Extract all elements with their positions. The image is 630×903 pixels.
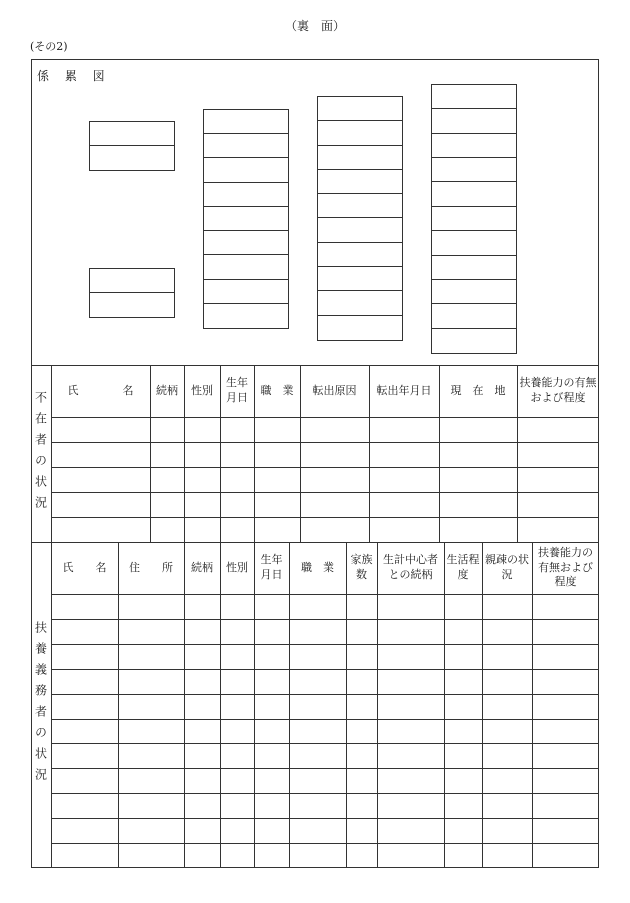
support-entry-cell[interactable] xyxy=(220,669,254,694)
absent-entry-cell[interactable] xyxy=(184,517,220,542)
support-header-cell: 性別 xyxy=(226,560,248,574)
absent-header-cell: 扶養能力の有無および程度 xyxy=(519,376,597,404)
support-entry-cell[interactable] xyxy=(220,644,254,669)
support-entry-cell[interactable] xyxy=(444,669,482,694)
absent-header-cell: 職 業 xyxy=(260,383,294,397)
family-box-row xyxy=(318,218,402,242)
support-entry-cell[interactable] xyxy=(289,719,346,744)
support-entry-cell[interactable] xyxy=(346,669,377,694)
support-entry-cell[interactable] xyxy=(51,793,118,818)
absent-entry-cell[interactable] xyxy=(517,517,599,542)
absent-entry-cell[interactable] xyxy=(300,417,369,442)
absent-entry-cell[interactable] xyxy=(517,442,599,467)
support-entry-cell[interactable] xyxy=(377,694,444,719)
support-entry-cell[interactable] xyxy=(220,768,254,793)
support-entry-cell[interactable] xyxy=(220,694,254,719)
support-entry-cell[interactable] xyxy=(254,768,289,793)
support-entry-cell[interactable] xyxy=(346,594,377,619)
support-header-cell: 生活程度 xyxy=(446,553,480,581)
support-entry-cell[interactable] xyxy=(482,594,532,619)
support-entry-cell[interactable] xyxy=(184,694,220,719)
support-entry-cell[interactable] xyxy=(289,694,346,719)
support-entry-cell[interactable] xyxy=(289,743,346,768)
support-header-cell: 親疎の状況 xyxy=(485,553,529,581)
support-entry-cell[interactable] xyxy=(289,793,346,818)
support-entry-cell[interactable] xyxy=(184,669,220,694)
support-entry-cell[interactable] xyxy=(532,694,599,719)
support-entry-cell[interactable] xyxy=(51,669,118,694)
support-entry-cell[interactable] xyxy=(220,793,254,818)
support-entry-cell[interactable] xyxy=(532,644,599,669)
family-box-row xyxy=(318,146,402,170)
absent-entry-cell[interactable] xyxy=(254,492,300,517)
support-entry-cell[interactable] xyxy=(346,619,377,644)
family-box-row xyxy=(432,158,516,182)
absent-entry-cell[interactable] xyxy=(439,492,517,517)
absent-header-cell: 転出年月日 xyxy=(376,383,432,397)
support-entry-cell[interactable] xyxy=(532,719,599,744)
support-entry-cell[interactable] xyxy=(346,818,377,843)
support-entry-cell[interactable] xyxy=(254,793,289,818)
support-entry-cell[interactable] xyxy=(184,768,220,793)
support-entry-cell[interactable] xyxy=(51,743,118,768)
absent-entry-cell[interactable] xyxy=(254,417,300,442)
support-entry-cell[interactable] xyxy=(444,743,482,768)
family-box-row xyxy=(204,183,288,207)
kakeizu-label: 係 累 図 xyxy=(37,69,111,83)
support-entry-cell[interactable] xyxy=(118,619,184,644)
support-entry-cell[interactable] xyxy=(346,743,377,768)
absent-header-cell: 性別 xyxy=(191,383,213,397)
absent-entry-cell[interactable] xyxy=(439,417,517,442)
support-entry-cell[interactable] xyxy=(51,818,118,843)
support-entry-cell[interactable] xyxy=(51,694,118,719)
absent-entry-cell[interactable] xyxy=(220,517,254,542)
absent-entry-cell[interactable] xyxy=(51,442,150,467)
support-entry-cell[interactable] xyxy=(220,843,254,868)
support-entry-cell[interactable] xyxy=(377,768,444,793)
support-entry-cell[interactable] xyxy=(444,694,482,719)
support-entry-cell[interactable] xyxy=(482,768,532,793)
absent-entry-cell[interactable] xyxy=(150,517,184,542)
support-entry-cell[interactable] xyxy=(220,818,254,843)
absent-header-cell: 転出原因 xyxy=(312,383,357,397)
absent-header-cell: 氏 名 xyxy=(67,383,134,397)
family-box-top xyxy=(89,121,175,171)
support-entry-cell[interactable] xyxy=(118,793,184,818)
family-box-row xyxy=(204,280,288,304)
support-entry-cell[interactable] xyxy=(254,743,289,768)
support-entry-cell[interactable] xyxy=(346,768,377,793)
family-column-3 xyxy=(431,84,517,354)
family-box-row xyxy=(432,329,516,353)
family-box-row xyxy=(204,207,288,231)
support-entry-cell[interactable] xyxy=(254,843,289,868)
family-box-row xyxy=(204,134,288,158)
support-header-cell: 生計中心者との続柄 xyxy=(383,553,438,581)
absent-entry-cell[interactable] xyxy=(254,442,300,467)
support-entry-cell[interactable] xyxy=(444,768,482,793)
support-entry-cell[interactable] xyxy=(482,743,532,768)
support-entry-cell[interactable] xyxy=(254,669,289,694)
support-entry-cell[interactable] xyxy=(444,619,482,644)
support-entry-cell[interactable] xyxy=(118,843,184,868)
family-box-row xyxy=(204,304,288,328)
support-entry-cell[interactable] xyxy=(51,619,118,644)
support-entry-cell[interactable] xyxy=(184,843,220,868)
absent-entry-cell[interactable] xyxy=(220,492,254,517)
family-column-1 xyxy=(203,109,289,329)
support-entry-cell[interactable] xyxy=(377,818,444,843)
support-entry-cell[interactable] xyxy=(377,743,444,768)
support-entry-cell[interactable] xyxy=(377,644,444,669)
family-box-row xyxy=(432,134,516,158)
absent-table xyxy=(51,365,599,542)
family-box-row xyxy=(432,256,516,280)
absent-entry-cell[interactable] xyxy=(517,417,599,442)
support-entry-cell[interactable] xyxy=(532,818,599,843)
family-box-row xyxy=(318,243,402,267)
support-entry-cell[interactable] xyxy=(482,719,532,744)
support-entry-cell[interactable] xyxy=(184,818,220,843)
absent-entry-cell[interactable] xyxy=(51,417,150,442)
support-entry-cell[interactable] xyxy=(532,768,599,793)
absent-entry-cell[interactable] xyxy=(220,417,254,442)
support-entry-cell[interactable] xyxy=(482,619,532,644)
support-entry-cell[interactable] xyxy=(51,843,118,868)
support-entry-cell[interactable] xyxy=(377,719,444,744)
absent-entry-cell[interactable] xyxy=(300,442,369,467)
support-entry-cell[interactable] xyxy=(118,719,184,744)
absent-entry-cell[interactable] xyxy=(150,467,184,492)
support-entry-cell[interactable] xyxy=(346,644,377,669)
support-entry-cell[interactable] xyxy=(444,818,482,843)
absent-entry-cell[interactable] xyxy=(150,417,184,442)
support-header-cell: 生年月日 xyxy=(260,553,283,581)
absent-entry-cell[interactable] xyxy=(51,517,150,542)
family-box-row xyxy=(318,291,402,315)
family-box-row xyxy=(432,207,516,231)
family-box-row xyxy=(318,121,402,145)
absent-entry-cell[interactable] xyxy=(184,417,220,442)
support-header-cell: 職 業 xyxy=(301,560,334,574)
support-entry-cell[interactable] xyxy=(346,694,377,719)
family-box-row xyxy=(432,304,516,328)
absent-entry-cell[interactable] xyxy=(369,442,439,467)
family-box-row xyxy=(432,280,516,304)
support-entry-cell[interactable] xyxy=(51,719,118,744)
support-entry-cell[interactable] xyxy=(51,594,118,619)
support-entry-cell[interactable] xyxy=(377,843,444,868)
family-box-row xyxy=(318,267,402,291)
absent-entry-cell[interactable] xyxy=(517,467,599,492)
absent-header-cell: 続柄 xyxy=(156,383,178,397)
support-entry-cell[interactable] xyxy=(482,843,532,868)
support-entry-cell[interactable] xyxy=(184,743,220,768)
support-entry-cell[interactable] xyxy=(482,818,532,843)
support-entry-cell[interactable] xyxy=(532,619,599,644)
support-header-cell: 続柄 xyxy=(191,560,213,574)
support-entry-cell[interactable] xyxy=(254,594,289,619)
absent-entry-cell[interactable] xyxy=(300,467,369,492)
absent-entry-cell[interactable] xyxy=(254,517,300,542)
support-entry-cell[interactable] xyxy=(289,669,346,694)
absent-entry-cell[interactable] xyxy=(439,442,517,467)
absent-entry-cell[interactable] xyxy=(51,467,150,492)
absent-entry-cell[interactable] xyxy=(369,417,439,442)
support-entry-cell[interactable] xyxy=(482,793,532,818)
support-entry-cell[interactable] xyxy=(220,743,254,768)
support-entry-cell[interactable] xyxy=(532,594,599,619)
support-side-label: 扶養義務者の状況 xyxy=(33,621,48,789)
support-header-cell: 家族数 xyxy=(350,553,373,581)
support-entry-cell[interactable] xyxy=(254,644,289,669)
support-entry-cell[interactable] xyxy=(346,843,377,868)
support-entry-cell[interactable] xyxy=(444,793,482,818)
support-entry-cell[interactable] xyxy=(118,743,184,768)
support-entry-cell[interactable] xyxy=(118,694,184,719)
support-entry-cell[interactable] xyxy=(377,619,444,644)
support-entry-cell[interactable] xyxy=(289,619,346,644)
support-entry-cell[interactable] xyxy=(532,743,599,768)
absent-entry-cell[interactable] xyxy=(150,442,184,467)
family-box-row xyxy=(204,158,288,182)
family-box-row xyxy=(204,231,288,255)
absent-entry-cell[interactable] xyxy=(150,492,184,517)
family-box-row xyxy=(318,194,402,218)
support-entry-cell[interactable] xyxy=(118,818,184,843)
support-header-cell: 扶養能力の有無および程度 xyxy=(538,545,593,589)
support-entry-cell[interactable] xyxy=(532,793,599,818)
family-box-row xyxy=(432,109,516,133)
family-box-row xyxy=(204,255,288,279)
support-entry-cell[interactable] xyxy=(444,843,482,868)
support-entry-cell[interactable] xyxy=(377,793,444,818)
support-entry-cell[interactable] xyxy=(289,843,346,868)
support-entry-cell[interactable] xyxy=(289,644,346,669)
support-entry-cell[interactable] xyxy=(482,694,532,719)
support-entry-cell[interactable] xyxy=(289,768,346,793)
page-title: （裏 面） xyxy=(284,19,345,33)
absent-entry-cell[interactable] xyxy=(369,517,439,542)
support-entry-cell[interactable] xyxy=(254,694,289,719)
absent-entry-cell[interactable] xyxy=(51,492,150,517)
support-entry-cell[interactable] xyxy=(444,644,482,669)
support-header-cell: 住 所 xyxy=(129,560,173,574)
family-box-row xyxy=(432,85,516,109)
support-entry-cell[interactable] xyxy=(51,644,118,669)
support-entry-cell[interactable] xyxy=(346,793,377,818)
family-box-row xyxy=(432,231,516,255)
absent-entry-cell[interactable] xyxy=(220,467,254,492)
absent-side-label: 不在者の状況 xyxy=(33,390,48,517)
support-entry-cell[interactable] xyxy=(254,619,289,644)
family-box-row xyxy=(318,97,402,121)
support-entry-cell[interactable] xyxy=(184,719,220,744)
absent-entry-cell[interactable] xyxy=(184,467,220,492)
support-entry-cell[interactable] xyxy=(118,594,184,619)
support-entry-cell[interactable] xyxy=(444,594,482,619)
family-box-row xyxy=(318,170,402,194)
support-entry-cell[interactable] xyxy=(254,719,289,744)
absent-entry-cell[interactable] xyxy=(184,492,220,517)
support-entry-cell[interactable] xyxy=(184,619,220,644)
absent-header-cell: 生年月日 xyxy=(226,376,248,404)
support-entry-cell[interactable] xyxy=(118,768,184,793)
family-box-row xyxy=(432,182,516,206)
support-entry-cell[interactable] xyxy=(220,719,254,744)
absent-entry-cell[interactable] xyxy=(439,467,517,492)
support-entry-cell[interactable] xyxy=(289,818,346,843)
support-entry-cell[interactable] xyxy=(482,644,532,669)
support-entry-cell[interactable] xyxy=(377,669,444,694)
family-box-row xyxy=(318,316,402,340)
family-box-bottom xyxy=(89,268,175,318)
absent-entry-cell[interactable] xyxy=(184,442,220,467)
absent-entry-cell[interactable] xyxy=(369,467,439,492)
support-entry-cell[interactable] xyxy=(184,644,220,669)
support-entry-cell[interactable] xyxy=(444,719,482,744)
support-entry-cell[interactable] xyxy=(184,793,220,818)
support-entry-cell[interactable] xyxy=(254,818,289,843)
support-entry-cell[interactable] xyxy=(532,843,599,868)
support-entry-cell[interactable] xyxy=(346,719,377,744)
absent-entry-cell[interactable] xyxy=(439,517,517,542)
support-entry-cell[interactable] xyxy=(51,768,118,793)
support-entry-cell[interactable] xyxy=(184,594,220,619)
absent-entry-cell[interactable] xyxy=(300,517,369,542)
support-entry-cell[interactable] xyxy=(532,669,599,694)
support-table xyxy=(51,542,599,868)
support-entry-cell[interactable] xyxy=(482,669,532,694)
page-subtitle: (その2) xyxy=(30,40,68,53)
support-entry-cell[interactable] xyxy=(118,669,184,694)
absent-header-cell: 現 在 地 xyxy=(450,383,506,397)
absent-entry-cell[interactable] xyxy=(369,492,439,517)
support-entry-cell[interactable] xyxy=(118,644,184,669)
support-header-cell: 氏 名 xyxy=(62,560,107,574)
support-entry-cell[interactable] xyxy=(220,594,254,619)
support-entry-cell[interactable] xyxy=(289,594,346,619)
absent-entry-cell[interactable] xyxy=(300,492,369,517)
absent-entry-cell[interactable] xyxy=(517,492,599,517)
family-column-2 xyxy=(317,96,403,341)
support-entry-cell[interactable] xyxy=(377,594,444,619)
family-box-row xyxy=(204,110,288,134)
support-entry-cell[interactable] xyxy=(220,619,254,644)
absent-entry-cell[interactable] xyxy=(220,442,254,467)
absent-entry-cell[interactable] xyxy=(254,467,300,492)
